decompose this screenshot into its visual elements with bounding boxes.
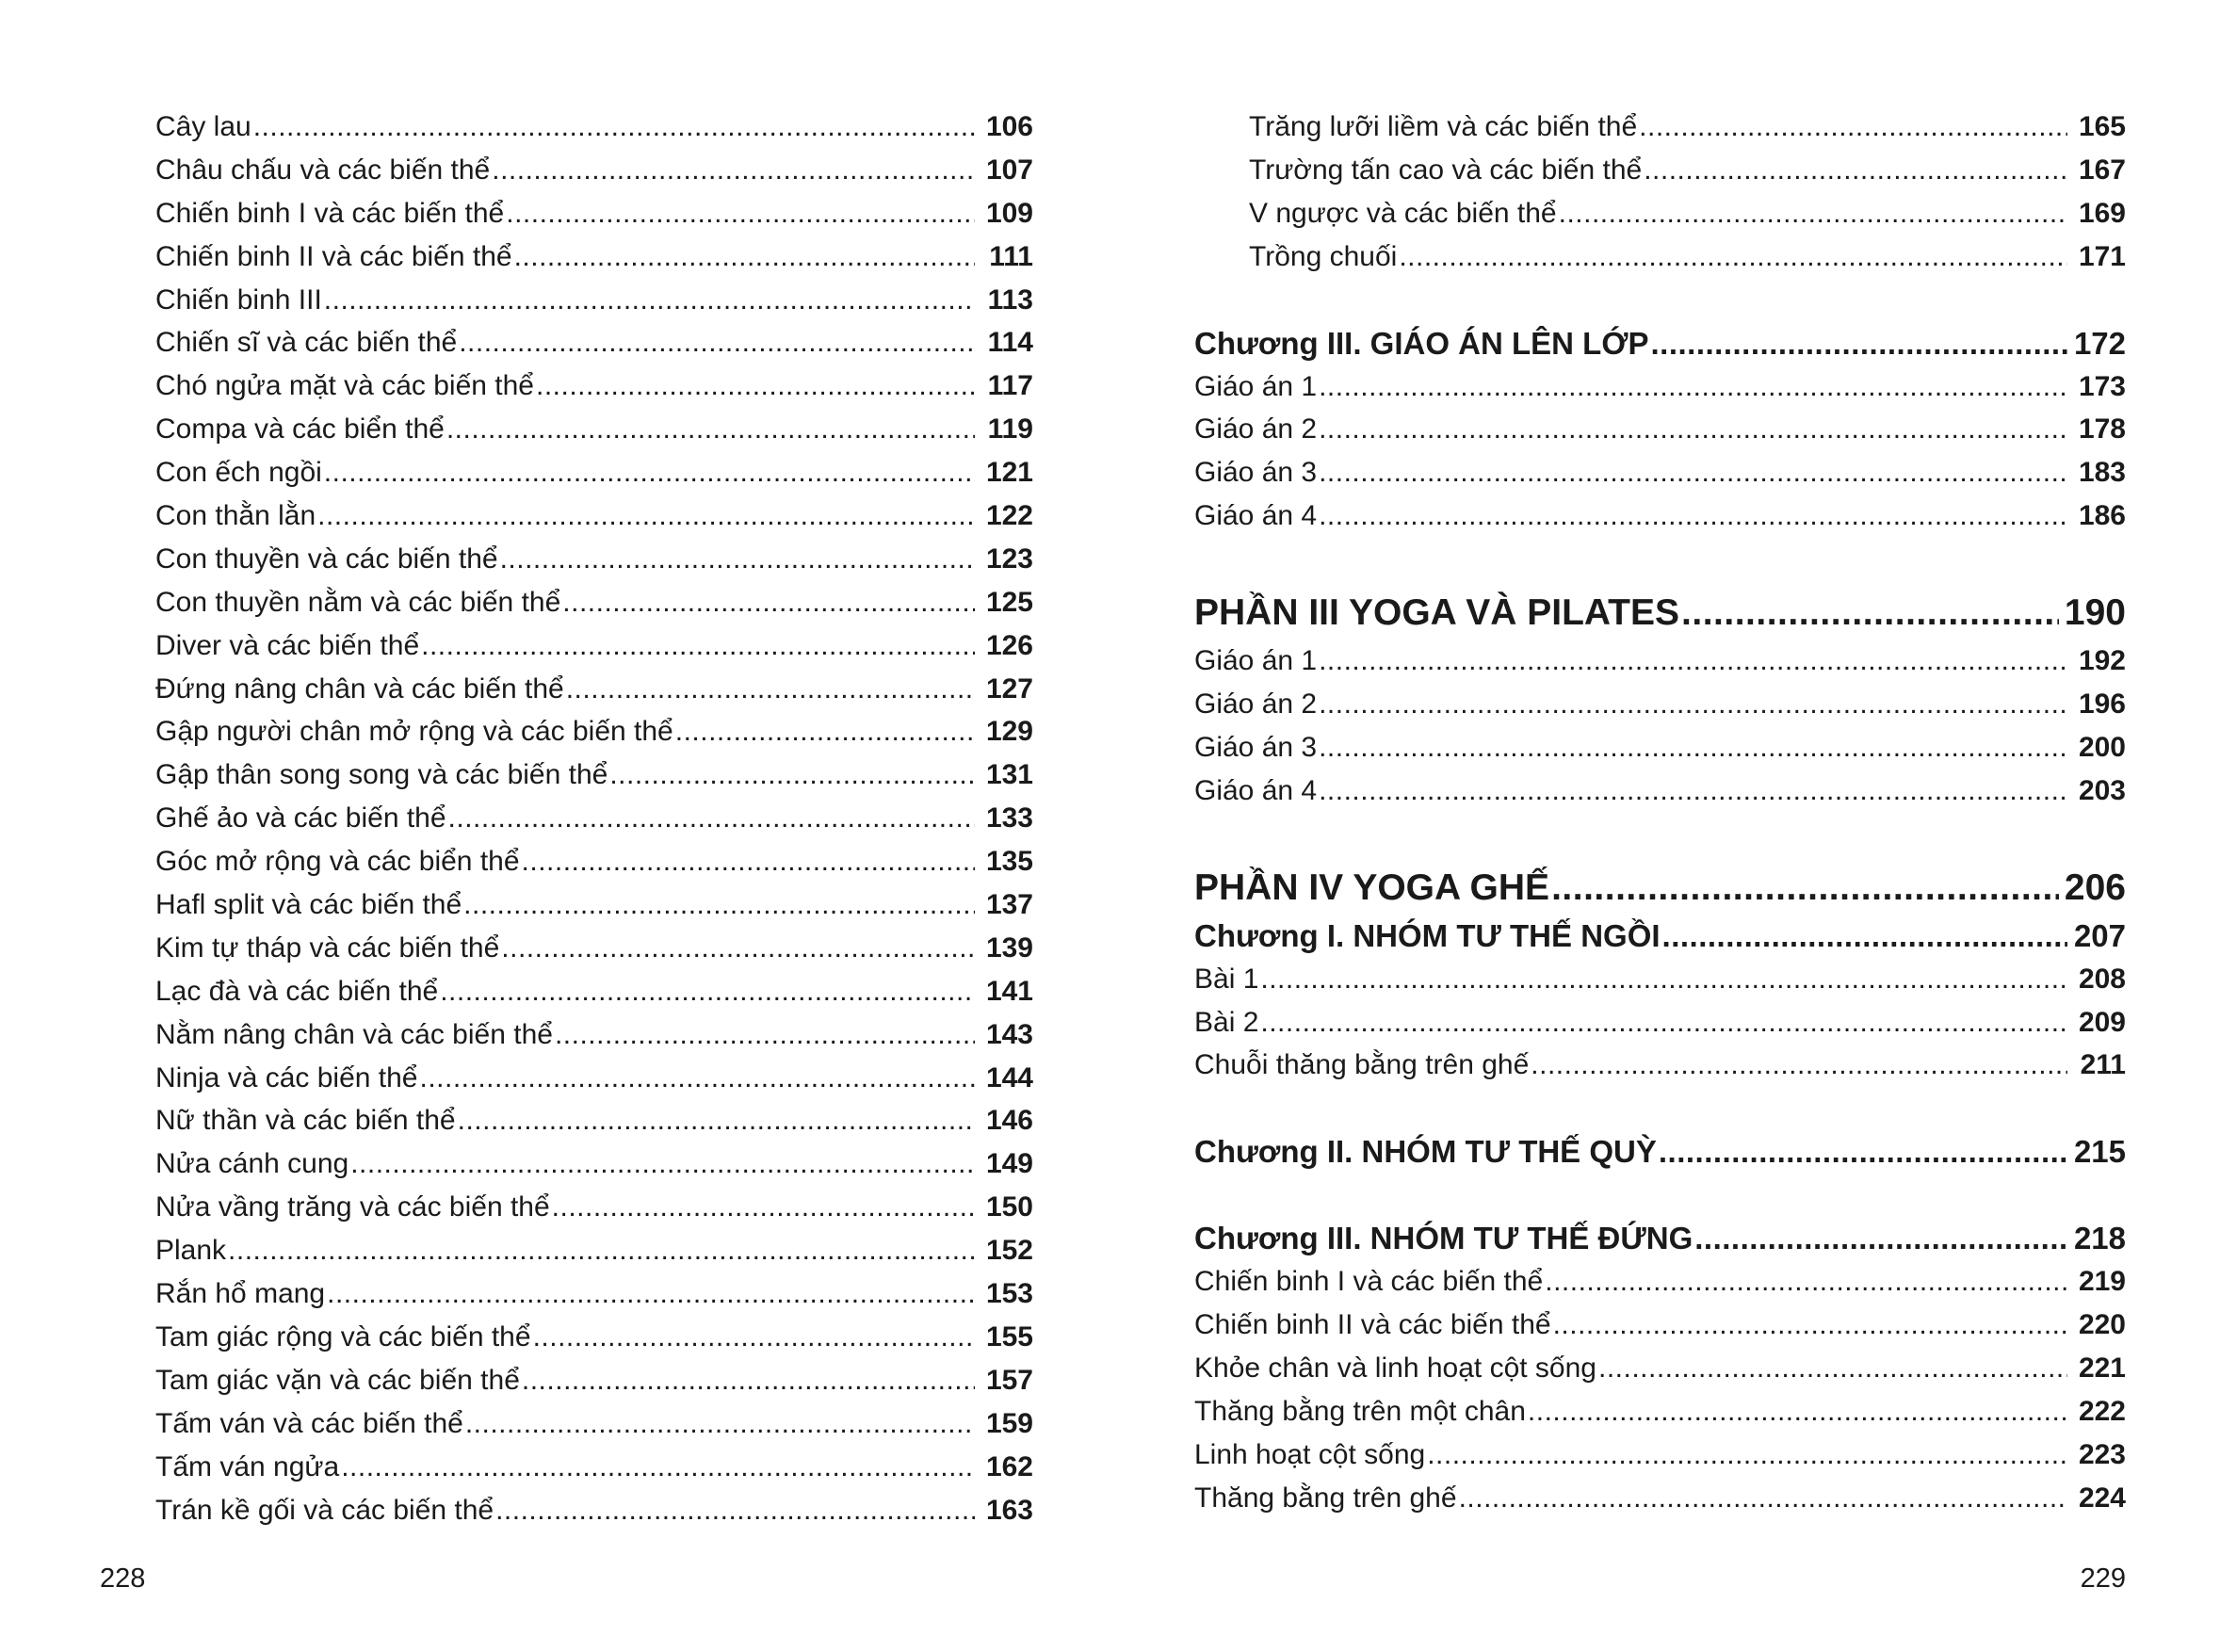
entry-page-number: 111 (989, 240, 1033, 272)
entry-title: Con thằn lằn (155, 500, 316, 532)
dot-leader (1260, 1001, 2067, 1045)
dot-leader (552, 1186, 975, 1229)
dot-leader (463, 883, 975, 927)
dot-leader (562, 581, 975, 624)
entry-title: Giáo án 3 (1194, 457, 1318, 489)
entry-page-number: 131 (985, 759, 1033, 791)
entry-page-number: 127 (985, 672, 1033, 705)
dot-leader (492, 149, 975, 192)
entry-title: Chiến binh I và các biến thể (1194, 1266, 1544, 1298)
dot-leader (465, 1402, 975, 1446)
dot-leader (440, 970, 975, 1013)
entry-title: Giáo án 1 (1194, 370, 1318, 402)
toc-entry-row[interactable] (155, 408, 1033, 451)
entry-title: Góc mở rộng và các biển thể (155, 846, 520, 878)
dot-leader (495, 1489, 975, 1532)
entry-title: Gập người chân mở rộng và các biến thể (155, 716, 673, 748)
entry-page-number: 196 (2078, 688, 2126, 721)
right-page-number: 229 (2080, 1563, 2126, 1594)
entry-page-number: 117 (987, 370, 1033, 402)
entry-page-number: 144 (985, 1061, 1033, 1093)
toc-entry-row[interactable] (155, 581, 1033, 624)
chapter-title: Chương III. GIÁO ÁN LÊN LỚP (1194, 325, 1649, 361)
entry-page-number: 123 (985, 543, 1033, 575)
toc-part-row[interactable] (1194, 587, 2126, 640)
dot-leader (1319, 640, 2067, 683)
toc-entry-row[interactable] (155, 1402, 1033, 1446)
entry-page-number: 224 (2078, 1482, 2126, 1514)
toc-entry-row[interactable] (155, 753, 1033, 797)
entry-page-number: 152 (985, 1235, 1033, 1267)
spacer (1194, 1174, 2126, 1217)
entry-title: Lạc đà và các biến thể (155, 975, 439, 1007)
toc-entry-row[interactable] (1194, 683, 2126, 726)
entry-page-number: 149 (985, 1148, 1033, 1180)
entry-title: Compa và các biển thể (155, 413, 445, 445)
toc-chapter-row[interactable] (1194, 915, 2126, 958)
entry-title: Con thuyền nằm và các biến thể (155, 586, 561, 618)
left-page-number: 228 (100, 1563, 146, 1594)
entry-page-number: 107 (985, 154, 1033, 186)
toc-entry-row[interactable] (155, 883, 1033, 927)
dot-leader (1319, 365, 2067, 409)
entry-title: Khỏe chân và linh hoạt cột sống (1194, 1352, 1596, 1385)
entry-page-number: 126 (985, 629, 1033, 661)
entry-page-number: 165 (2078, 111, 2126, 142)
toc-entry-row[interactable] (155, 235, 1033, 279)
entry-page-number: 183 (2078, 457, 2126, 489)
dot-leader (1459, 1477, 2067, 1520)
entry-page-number: 203 (2078, 774, 2126, 806)
dot-leader (324, 279, 975, 322)
entry-page-number: 221 (2078, 1352, 2126, 1385)
entry-title: Bài 2 (1194, 1006, 1259, 1038)
toc-entry-row[interactable] (155, 1013, 1033, 1057)
dot-leader (1644, 149, 2067, 192)
entry-title: Chiến binh III (155, 283, 322, 316)
dot-leader (536, 364, 975, 408)
entry-title: Trồng chuối (1249, 240, 1398, 272)
dot-leader (533, 1316, 975, 1359)
toc-entry-row[interactable] (1194, 105, 2126, 149)
dot-leader (1662, 915, 2067, 958)
toc-chapter-row[interactable] (1194, 1217, 2126, 1260)
toc-right-page (1194, 105, 2126, 1520)
entry-page-number: 143 (985, 1018, 1033, 1050)
toc-entry-row[interactable] (155, 149, 1033, 192)
entry-page-number: 109 (985, 197, 1033, 229)
entry-page-number: 220 (2078, 1309, 2126, 1341)
entry-title: Nữ thần và các biến thể (155, 1105, 456, 1137)
toc-entry-row[interactable] (155, 1142, 1033, 1186)
dot-leader (1319, 726, 2067, 769)
entry-page-number: 219 (2078, 1266, 2126, 1298)
entry-title: Đứng nâng chân và các biến thể (155, 672, 564, 705)
entry-page-number: 133 (985, 802, 1033, 834)
entry-page-number: 114 (987, 327, 1033, 359)
dot-leader (1399, 235, 2067, 279)
part-page-number: 190 (2064, 592, 2126, 634)
dot-leader (1639, 105, 2067, 149)
toc-entry-row[interactable] (1194, 149, 2126, 192)
entry-title: Thăng bằng trên một chân (1194, 1396, 1526, 1428)
entry-page-number: 169 (2078, 197, 2126, 229)
dot-leader (1427, 1433, 2067, 1477)
entry-title: Tam giác vặn và các biến thể (155, 1364, 520, 1396)
toc-entry-row[interactable] (1194, 1477, 2126, 1520)
entry-title: Chó ngửa mặt và các biến thể (155, 370, 534, 402)
spacer (1194, 279, 2126, 322)
entry-title: Tấm ván ngửa (155, 1450, 340, 1482)
entry-title: Diver và các biến thể (155, 629, 420, 661)
entry-page-number: 178 (2078, 413, 2126, 445)
toc-entry-row[interactable] (1194, 1044, 2126, 1087)
dot-leader (675, 710, 975, 753)
entry-page-number: 223 (2078, 1438, 2126, 1470)
dot-leader (1553, 1304, 2067, 1347)
entry-title: Giáo án 1 (1194, 645, 1318, 677)
toc-entry-row[interactable] (155, 1186, 1033, 1229)
entry-page-number: 129 (985, 716, 1033, 748)
entry-page-number: 192 (2078, 645, 2126, 677)
toc-entry-row[interactable] (155, 1099, 1033, 1142)
toc-entry-row[interactable] (155, 970, 1033, 1013)
part-title: PHẦN III YOGA VÀ PILATES (1194, 592, 1680, 634)
spacer (1194, 813, 2126, 862)
toc-entry-row[interactable] (155, 1489, 1033, 1532)
chapter-page-number: 218 (2073, 1221, 2126, 1256)
dot-leader (1319, 683, 2067, 726)
toc-entry-row[interactable] (155, 1446, 1033, 1489)
toc-entry-row[interactable] (1194, 494, 2126, 538)
entry-title: Tam giác rộng và các biến thể (155, 1320, 531, 1352)
dot-leader (1528, 1390, 2067, 1433)
dot-leader (1319, 494, 2067, 538)
toc-entry-row[interactable] (155, 1272, 1033, 1316)
entry-title: Thăng bằng trên ghế (1194, 1482, 1457, 1514)
dot-leader (317, 494, 975, 538)
toc-entry-row[interactable] (1194, 1347, 2126, 1390)
entry-page-number: 119 (987, 413, 1033, 445)
dot-leader (327, 1272, 975, 1316)
toc-part-row[interactable] (1194, 862, 2126, 915)
toc-entry-row[interactable] (155, 1359, 1033, 1402)
dot-leader (324, 451, 975, 494)
toc-entry-row[interactable] (1194, 1001, 2126, 1045)
entry-title: Ninja và các biến thể (155, 1061, 418, 1093)
dot-leader (1545, 1260, 2067, 1304)
entry-page-number: 171 (2078, 240, 2126, 272)
toc-entry-row[interactable] (155, 364, 1033, 408)
dot-leader (522, 1359, 975, 1402)
entry-page-number: 137 (985, 889, 1033, 921)
entry-title: Gập thân song song và các biến thể (155, 759, 608, 791)
entry-page-number: 106 (985, 111, 1033, 142)
toc-entry-row[interactable] (155, 624, 1033, 668)
dot-leader (1694, 1217, 2067, 1260)
toc-entry-row[interactable] (155, 668, 1033, 711)
dot-leader (514, 235, 975, 279)
toc-entry-row[interactable] (1194, 365, 2126, 409)
entry-title: Hafl split và các biến thể (155, 889, 462, 921)
dot-leader (446, 408, 975, 451)
part-page-number: 206 (2064, 866, 2126, 908)
toc-left-page (155, 105, 1033, 1531)
toc-entry-row[interactable] (1194, 640, 2126, 683)
dot-leader (420, 1057, 976, 1100)
entry-page-number: 113 (987, 283, 1033, 316)
chapter-title: Chương III. NHÓM TƯ THẾ ĐỨNG (1194, 1221, 1693, 1256)
entry-title: Con ếch ngồi (155, 457, 322, 489)
dot-leader (1598, 1347, 2067, 1390)
dot-leader (1531, 1044, 2067, 1087)
entry-page-number: 167 (2078, 154, 2126, 186)
toc-entry-row[interactable] (1194, 1390, 2126, 1433)
entry-title: V ngược và các biến thể (1249, 197, 1557, 229)
entry-page-number: 208 (2078, 963, 2126, 995)
dot-leader (609, 753, 975, 797)
dot-leader (1681, 587, 2059, 640)
entry-title: Kim tự tháp và các biến thể (155, 931, 500, 964)
toc-entry-row[interactable] (1194, 726, 2126, 769)
dot-leader (228, 1229, 975, 1272)
spacer (1194, 538, 2126, 587)
part-title: PHẦN IV YOGA GHẾ (1194, 866, 1550, 908)
toc-entry-row[interactable] (155, 105, 1033, 149)
entry-page-number: 153 (985, 1278, 1033, 1310)
entry-title: Giáo án 4 (1194, 774, 1318, 806)
entry-page-number: 122 (985, 500, 1033, 532)
toc-entry-row[interactable] (155, 192, 1033, 235)
toc-chapter-row[interactable] (1194, 1130, 2126, 1174)
dot-leader (459, 321, 975, 364)
entry-page-number: 157 (985, 1364, 1033, 1396)
entry-title: Chuỗi thăng bằng trên ghế (1194, 1049, 1530, 1081)
dot-leader (1559, 192, 2067, 235)
entry-title: Trăng lưỡi liềm và các biến thể (1249, 111, 1638, 142)
entry-title: Giáo án 2 (1194, 688, 1318, 721)
entry-title: Rắn hổ mang (155, 1278, 326, 1310)
toc-entry-row[interactable] (155, 451, 1033, 494)
toc-entry-row[interactable] (155, 797, 1033, 840)
entry-title: Giáo án 3 (1194, 731, 1318, 763)
dot-leader (1319, 769, 2067, 813)
entry-title: Bài 1 (1194, 963, 1259, 995)
entry-page-number: 159 (985, 1407, 1033, 1439)
dot-leader (1260, 958, 2067, 1001)
dot-leader (1319, 408, 2067, 451)
toc-entry-row[interactable] (155, 1057, 1033, 1100)
dot-leader (421, 624, 975, 668)
toc-entry-row[interactable] (155, 710, 1033, 753)
entry-title: Cây lau (155, 111, 251, 142)
toc-entry-row[interactable] (155, 840, 1033, 883)
entry-page-number: 135 (985, 846, 1033, 878)
entry-page-number: 211 (2080, 1049, 2126, 1081)
entry-title: Con thuyền và các biến thể (155, 543, 498, 575)
toc-entry-row[interactable] (155, 494, 1033, 538)
entry-title: Ghế ảo và các biến thể (155, 802, 446, 834)
toc-entry-row[interactable] (155, 538, 1033, 581)
entry-title: Plank (155, 1235, 227, 1267)
dot-leader (350, 1142, 975, 1186)
toc-entry-row[interactable] (155, 1316, 1033, 1359)
entry-title: Tấm ván và các biến thể (155, 1407, 463, 1439)
entry-title: Trán kề gối và các biến thể (155, 1494, 494, 1526)
dot-leader (1651, 322, 2068, 365)
chapter-page-number: 172 (2073, 325, 2126, 361)
toc-entry-row[interactable] (1194, 1304, 2126, 1347)
toc-entry-row[interactable] (1194, 192, 2126, 235)
entry-page-number: 200 (2078, 731, 2126, 763)
entry-page-number: 163 (985, 1494, 1033, 1526)
dot-leader (253, 105, 975, 149)
toc-entry-row[interactable] (155, 321, 1033, 364)
chapter-title: Chương I. NHÓM TƯ THẾ NGỒI (1194, 917, 1661, 953)
toc-entry-row[interactable] (1194, 958, 2126, 1001)
entry-page-number: 141 (985, 975, 1033, 1007)
entry-title: Giáo án 4 (1194, 500, 1318, 532)
entry-page-number: 162 (985, 1450, 1033, 1482)
toc-entry-row[interactable] (1194, 235, 2126, 279)
entry-title: Chiến binh II và các biến thể (1194, 1309, 1551, 1341)
toc-entry-row[interactable] (155, 927, 1033, 970)
dot-leader (555, 1013, 975, 1057)
dot-leader (1659, 1130, 2067, 1174)
entry-title: Linh hoạt cột sống (1194, 1438, 1426, 1470)
dot-leader (501, 927, 975, 970)
dot-leader (506, 192, 975, 235)
entry-page-number: 121 (985, 457, 1033, 489)
entry-title: Nửa vầng trăng và các biến thể (155, 1191, 550, 1223)
entry-title: Nửa cánh cung (155, 1148, 349, 1180)
dot-leader (1551, 862, 2059, 915)
toc-entry-row[interactable] (1194, 451, 2126, 494)
entry-page-number: 150 (985, 1191, 1033, 1223)
dot-leader (341, 1446, 975, 1489)
entry-title: Chiến binh I và các biến thể (155, 197, 505, 229)
entry-page-number: 186 (2078, 500, 2126, 532)
entry-title: Chiến sĩ và các biến thể (155, 327, 458, 359)
entry-title: Giáo án 2 (1194, 413, 1318, 445)
entry-page-number: 173 (2078, 370, 2126, 402)
entry-title: Châu chấu và các biến thể (155, 154, 491, 186)
toc-entry-row[interactable] (155, 1229, 1033, 1272)
entry-page-number: 146 (985, 1105, 1033, 1137)
entry-title: Chiến binh II và các biến thể (155, 240, 512, 272)
entry-title: Trường tấn cao và các biến thể (1249, 154, 1643, 186)
entry-page-number: 209 (2078, 1006, 2126, 1038)
dot-leader (500, 538, 975, 581)
dot-leader (458, 1099, 975, 1142)
spacer (1194, 1087, 2126, 1130)
dot-leader (448, 797, 975, 840)
toc-entry-row[interactable] (1194, 769, 2126, 813)
chapter-title: Chương II. NHÓM TƯ THẾ QUỲ (1194, 1134, 1657, 1170)
entry-title: Nằm nâng chân và các biến thể (155, 1018, 553, 1050)
entry-page-number: 222 (2078, 1396, 2126, 1428)
dot-leader (522, 840, 975, 883)
dot-leader (566, 668, 975, 711)
entry-page-number: 139 (985, 931, 1033, 964)
toc-entry-row[interactable] (1194, 1433, 2126, 1477)
chapter-page-number: 207 (2073, 917, 2126, 953)
dot-leader (1319, 451, 2067, 494)
entry-page-number: 155 (985, 1320, 1033, 1352)
entry-page-number: 125 (985, 586, 1033, 618)
chapter-page-number: 215 (2073, 1134, 2126, 1170)
toc-entry-row[interactable] (1194, 1260, 2126, 1304)
toc-entry-row[interactable] (1194, 408, 2126, 451)
toc-entry-row[interactable] (155, 279, 1033, 322)
toc-chapter-row[interactable] (1194, 322, 2126, 365)
